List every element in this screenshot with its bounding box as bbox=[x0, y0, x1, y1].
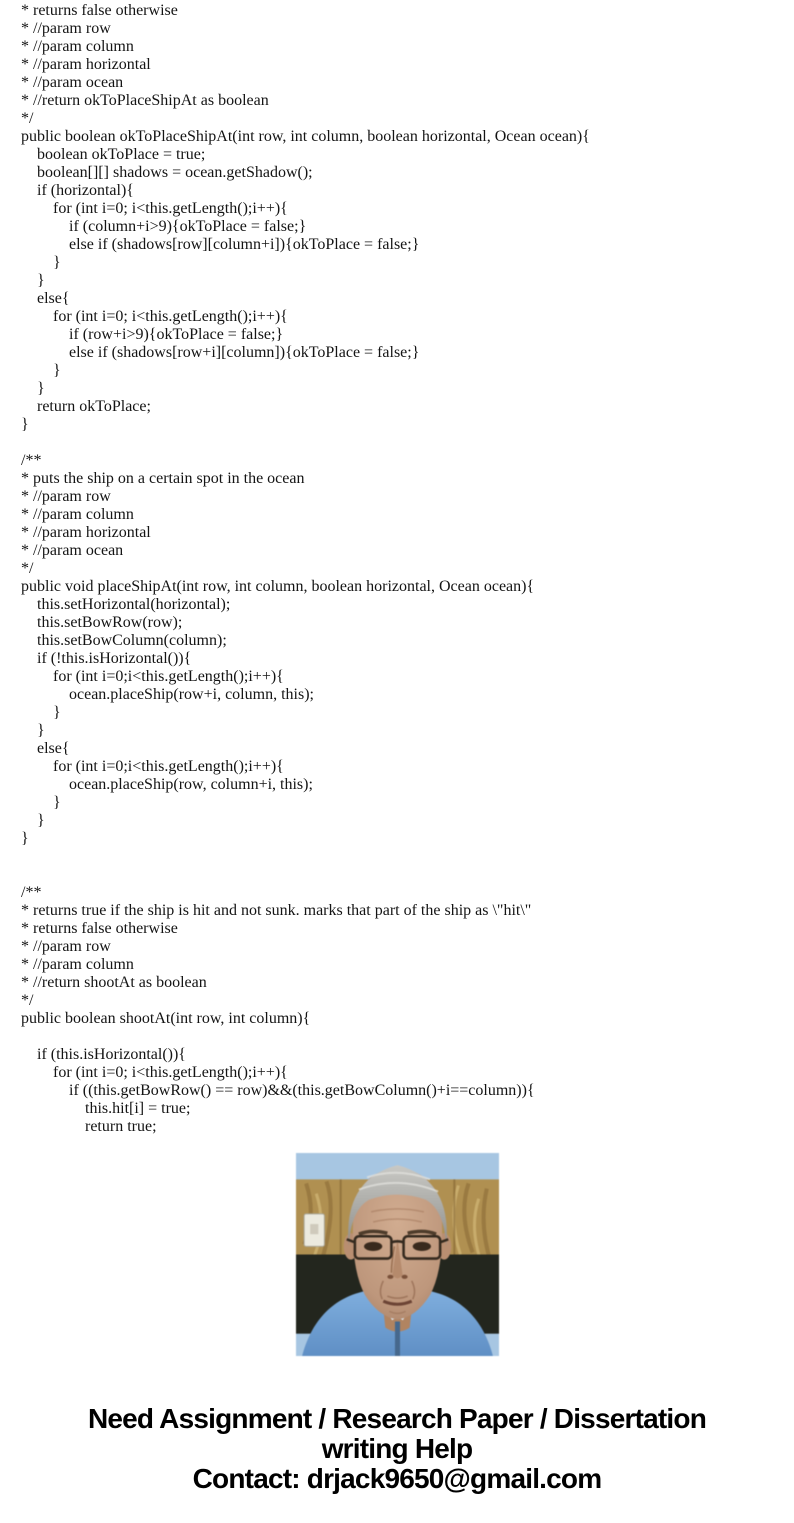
code-line: * puts the ship on a certain spot in the ocean bbox=[21, 470, 305, 487]
code-block bbox=[21, 2, 786, 1135]
promo-footer bbox=[0, 1404, 794, 1494]
code-line bbox=[21, 866, 786, 884]
code-line: * //param horizontal bbox=[21, 524, 151, 541]
code-line: ocean.placeShip(row, column+i, this); bbox=[21, 776, 313, 793]
code-line: * returns false otherwise bbox=[21, 920, 178, 937]
code-line: * returns true if the ship is hit and not sunk. marks that part of the ship as \"hit\" bbox=[21, 902, 532, 919]
code-line: * //param column bbox=[21, 506, 134, 523]
code-line: } bbox=[21, 722, 45, 739]
code-line: if (horizontal){ bbox=[21, 182, 134, 199]
code-line: } bbox=[21, 416, 29, 433]
code-line: this.hit[i] = true; bbox=[21, 1100, 191, 1117]
code-line: */ bbox=[21, 110, 34, 127]
code-line: * //return okToPlaceShipAt as boolean bbox=[21, 92, 269, 109]
code-line: * //param horizontal bbox=[21, 56, 151, 73]
code-line: } bbox=[21, 272, 45, 289]
code-line: * //param row bbox=[21, 20, 111, 37]
code-line: public boolean okToPlaceShipAt(int row, int column, boolean horizontal, Ocean ocean){ bbox=[21, 128, 590, 145]
code-line: else if (shadows[row+i][column]){okToPlace = false;} bbox=[21, 344, 420, 361]
code-line: * //param row bbox=[21, 938, 111, 955]
code-line: this.setBowRow(row); bbox=[21, 614, 183, 631]
promo-contact-email: Contact: drjack9650@gmail.com bbox=[192, 1463, 602, 1494]
profile-photo bbox=[296, 1153, 499, 1356]
code-line: * returns false otherwise bbox=[21, 2, 178, 19]
code-line: } bbox=[21, 812, 45, 829]
code-line bbox=[21, 848, 786, 866]
code-line: } bbox=[21, 704, 61, 721]
code-line: for (int i=0; i<this.getLength();i++){ bbox=[21, 308, 288, 325]
promo-heading-line: Need Assignment / Research Paper / Dissertation bbox=[87, 1403, 707, 1434]
code-line: */ bbox=[21, 560, 34, 577]
code-line: } bbox=[21, 830, 29, 847]
code-line: * //param ocean bbox=[21, 74, 124, 91]
code-line: boolean[][] shadows = ocean.getShadow(); bbox=[21, 164, 313, 181]
code-line: return okToPlace; bbox=[21, 398, 151, 415]
code-line: */ bbox=[21, 992, 34, 1009]
code-line: if (!this.isHorizontal()){ bbox=[21, 650, 192, 667]
code-line: * //param row bbox=[21, 488, 111, 505]
code-line: * //param ocean bbox=[21, 542, 124, 559]
code-line: * //param column bbox=[21, 956, 134, 973]
code-line: this.setBowColumn(column); bbox=[21, 632, 227, 649]
code-line: else{ bbox=[21, 740, 70, 757]
code-line: * //return shootAt as boolean bbox=[21, 974, 207, 991]
code-line: public void placeShipAt(int row, int column, boolean horizontal, Ocean ocean){ bbox=[21, 578, 535, 595]
promo-heading bbox=[0, 1404, 794, 1464]
code-line bbox=[21, 1028, 786, 1046]
promo-heading-line: writing Help bbox=[321, 1433, 473, 1464]
code-line: return true; bbox=[21, 1118, 157, 1135]
code-line: else{ bbox=[21, 290, 70, 307]
code-line: for (int i=0; i<this.getLength();i++){ bbox=[21, 200, 288, 217]
code-line: if ((this.getBowRow() == row)&&(this.getBowColumn()+i==column)){ bbox=[21, 1082, 535, 1099]
code-line: public boolean shootAt(int row, int column){ bbox=[21, 1010, 311, 1027]
code-line: } bbox=[21, 794, 61, 811]
code-line: if (column+i>9){okToPlace = false;} bbox=[21, 218, 307, 235]
code-line: if (this.isHorizontal()){ bbox=[21, 1046, 186, 1063]
photo-switch-plate bbox=[304, 1214, 324, 1246]
code-line: * //param column bbox=[21, 38, 134, 55]
code-line: } bbox=[21, 380, 45, 397]
code-line: for (int i=0;i<this.getLength();i++){ bbox=[21, 668, 284, 685]
code-line: for (int i=0; i<this.getLength();i++){ bbox=[21, 1064, 288, 1081]
code-line bbox=[21, 434, 786, 452]
code-line: else if (shadows[row][column+i]){okToPlace = false;} bbox=[21, 236, 420, 253]
code-line: } bbox=[21, 254, 61, 271]
code-line: /** bbox=[21, 884, 42, 901]
code-line: /** bbox=[21, 452, 42, 469]
code-line: this.setHorizontal(horizontal); bbox=[21, 596, 231, 613]
code-line: } bbox=[21, 362, 61, 379]
code-line: if (row+i>9){okToPlace = false;} bbox=[21, 326, 284, 343]
code-line: ocean.placeShip(row+i, column, this); bbox=[21, 686, 314, 703]
profile-photo-illustration bbox=[296, 1153, 499, 1356]
code-line: boolean okToPlace = true; bbox=[21, 146, 206, 163]
code-line: for (int i=0;i<this.getLength();i++){ bbox=[21, 758, 284, 775]
